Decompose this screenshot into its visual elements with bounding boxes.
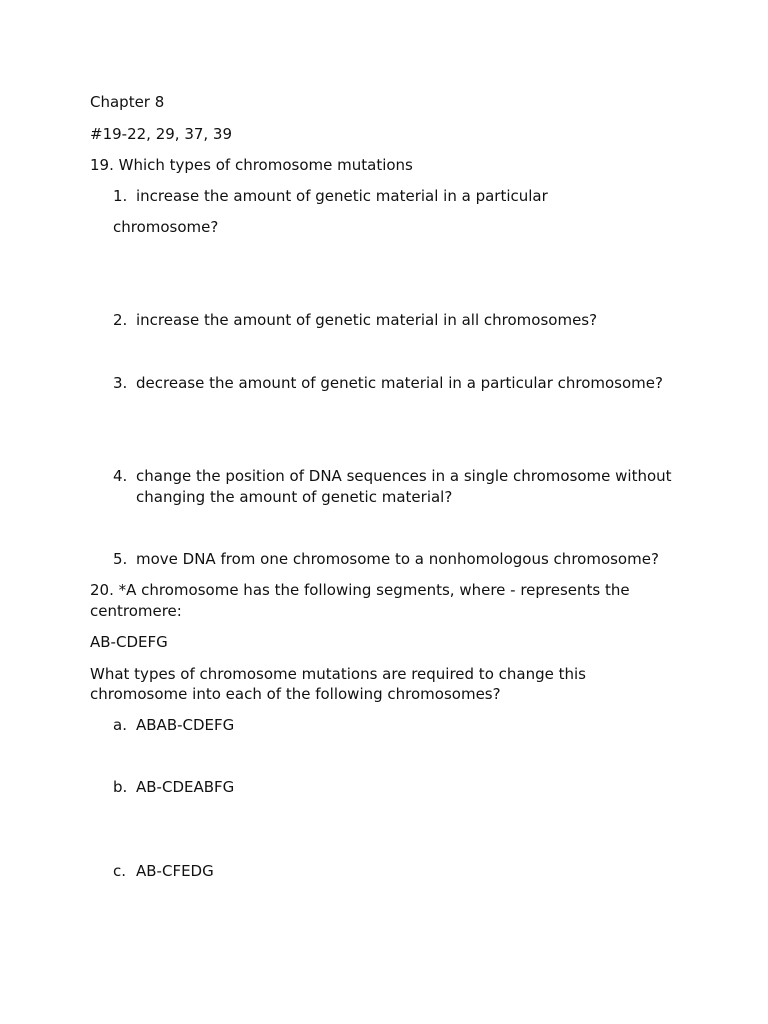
list-item-text-continued: changing the amount of genetic material? bbox=[136, 488, 453, 506]
chromosome-sequence: AB-CDEFG bbox=[90, 633, 168, 651]
assignment-line: #19-22, 29, 37, 39 bbox=[90, 125, 233, 143]
question-20-prompt-continued: centromere: bbox=[90, 602, 182, 620]
list-item-text: decrease the amount of genetic material in a particular chromosome? bbox=[136, 374, 663, 392]
question-20-instruction: What types of chromosome mutations are required to change this bbox=[90, 665, 586, 683]
list-item-letter: c. bbox=[113, 862, 127, 880]
list-item-number: 2. bbox=[113, 311, 128, 329]
list-item-text: move DNA from one chromosome to a nonhomologous chromosome? bbox=[136, 550, 659, 568]
list-item-number: 5. bbox=[113, 550, 128, 568]
question-20-prompt: 20. *A chromosome has the following segments, where - represents the bbox=[90, 581, 630, 599]
list-item-text: increase the amount of genetic material in a particular bbox=[136, 187, 548, 205]
list-item-text: change the position of DNA sequences in a single chromosome without bbox=[136, 467, 672, 485]
question-19-prompt: 19. Which types of chromosome mutations bbox=[90, 156, 413, 174]
list-item-letter: a. bbox=[113, 716, 127, 734]
chapter-heading: Chapter 8 bbox=[90, 93, 165, 111]
list-item-text: ABAB-CDEFG bbox=[136, 716, 235, 734]
list-item-text: AB-CFEDG bbox=[136, 862, 214, 880]
list-item-letter: b. bbox=[113, 778, 128, 796]
list-item-number: 4. bbox=[113, 467, 128, 485]
list-item-number: 3. bbox=[113, 374, 128, 392]
list-item-text-continued: chromosome? bbox=[113, 218, 219, 236]
list-item-number: 1. bbox=[113, 187, 128, 205]
question-20-instruction-continued: chromosome into each of the following chromosomes? bbox=[90, 685, 501, 703]
list-item-text: increase the amount of genetic material in all chromosomes? bbox=[136, 311, 598, 329]
list-item-text: AB-CDEABFG bbox=[136, 778, 235, 796]
